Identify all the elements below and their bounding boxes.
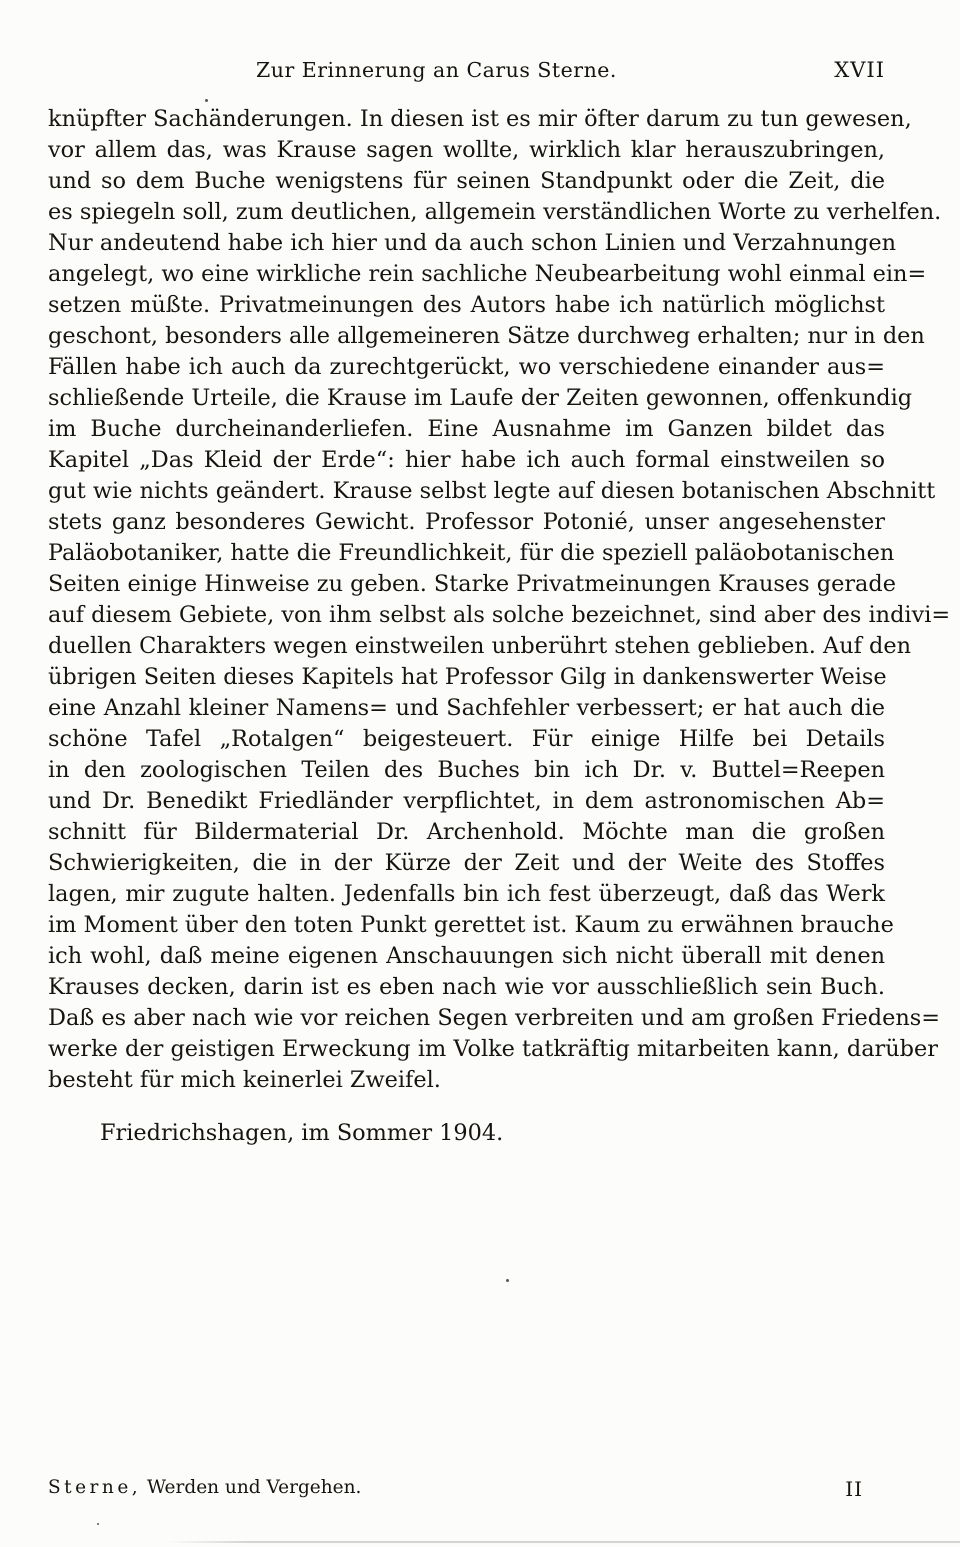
signature-line (48, 1477, 361, 1498)
text-line: gut wie nichts geändert. Krause selbst legte auf diesen botanischen Abschnitt (48, 478, 936, 504)
text-line: und Dr. Benedikt Friedländer verpflichtet, in dem astronomischen Ab= (48, 788, 885, 814)
text-line: Seiten einige Hinweise zu geben. Starke Privatmeinungen Krauses gerade (48, 571, 896, 597)
running-head (48, 58, 885, 88)
signature-author: Sterne, (48, 1477, 142, 1498)
text-line: Schwierigkeiten, die in der Kürze der Zeit und der Weite des Stoffes (48, 850, 885, 876)
text-line: und so dem Buche wenigstens für seinen Standpunkt oder die Zeit, die (48, 168, 885, 194)
text-line: knüpfter Sachänderungen. In diesen ist es mir öfter darum zu tun gewesen, (48, 106, 912, 132)
text-line: Nur andeutend habe ich hier und da auch schon Linien und Verzahnungen (48, 230, 897, 256)
text-line: im Moment über den toten Punkt gerettet ist. Kaum zu erwähnen brauche (48, 912, 894, 938)
ink-speck (205, 99, 208, 102)
text-line: stets ganz besonderes Gewicht. Professor Potonié, unser angesehenster (48, 509, 885, 535)
ink-speck (97, 1523, 99, 1525)
running-title: Zur Erinnerung an Carus Sterne. (256, 58, 617, 82)
ink-speck (506, 1279, 509, 1282)
text-line: besteht für mich keinerlei Zweifel. (48, 1067, 441, 1093)
text-line: Krauses decken, darin ist es eben nach wie vor ausschließlich sein Buch. (48, 974, 885, 1000)
text-line: vor allem das, was Krause sagen wollte, wirklich klar herauszubringen, (48, 137, 885, 163)
text-line: duellen Charakters wegen einstweilen unberührt stehen geblieben. Auf den (48, 633, 912, 659)
text-line: ich wohl, daß meine eigenen Anschauungen sich nicht überall mit denen (48, 943, 885, 969)
text-line: Daß es aber nach wie vor reichen Segen verbreiten und am großen Friedens= (48, 1005, 941, 1031)
text-line: schließende Urteile, die Krause im Laufe der Zeiten gewonnen, offenkundig (48, 385, 913, 411)
text-line: auf diesem Gebiete, von ihm selbst als solche bezeichnet, sind aber des indivi= (48, 602, 951, 628)
text-line: in den zoologischen Teilen des Buches bin ich Dr. v. Buttel=Reepen (48, 757, 885, 783)
signature-title: Werden und Vergehen. (147, 1477, 362, 1498)
text-line: setzen müßte. Privatmeinungen des Autors habe ich natürlich möglichst (48, 292, 885, 318)
text-line: werke der geistigen Erweckung im Volke tatkräftig mitarbeiten kann, darüber (48, 1036, 938, 1062)
text-line: schnitt für Bildermaterial Dr. Archenhold. Möchte man die großen (48, 819, 885, 845)
text-line: lagen, mir zugute halten. Jedenfalls bin ich fest überzeugt, daß das Werk (48, 881, 885, 907)
text-line: schöne Tafel „Rotalgen“ beigesteuert. Für einige Hilfe bei Details (48, 726, 885, 752)
page-number: XVII (834, 58, 885, 82)
text-line: übrigen Seiten dieses Kapitels hat Professor Gilg in dankenswerter Weise (48, 664, 887, 690)
text-line: Fällen habe ich auch da zurechtgerückt, wo verschiedene einander aus= (48, 354, 885, 380)
dateline: Friedrichshagen, im Sommer 1904. (100, 1120, 504, 1146)
page-footer (48, 1477, 885, 1503)
text-line: im Buche durcheinanderliefen. Eine Ausnahme im Ganzen bildet das (48, 416, 885, 442)
text-line: eine Anzahl kleiner Namens= und Sachfehler verbessert; er hat auch die (48, 695, 885, 721)
text-line: angelegt, wo eine wirkliche rein sachliche Neubearbeitung wohl einmal ein= (48, 261, 927, 287)
text-line: Paläobotaniker, hatte die Freundlichkeit, für die speziell paläobotanischen (48, 540, 895, 566)
text-line: es spiegeln soll, zum deutlichen, allgemein verständlichen Worte zu verhelfen. (48, 199, 942, 225)
text-line: Kapitel „Das Kleid der Erde“: hier habe ich auch formal einstweilen so (48, 447, 885, 473)
text-line: geschont, besonders alle allgemeineren Sätze durchweg erhalten; nur in den (48, 323, 925, 349)
scan-edge-line (168, 1541, 960, 1543)
sheet-number: II (845, 1477, 863, 1501)
body-text (48, 104, 951, 1149)
